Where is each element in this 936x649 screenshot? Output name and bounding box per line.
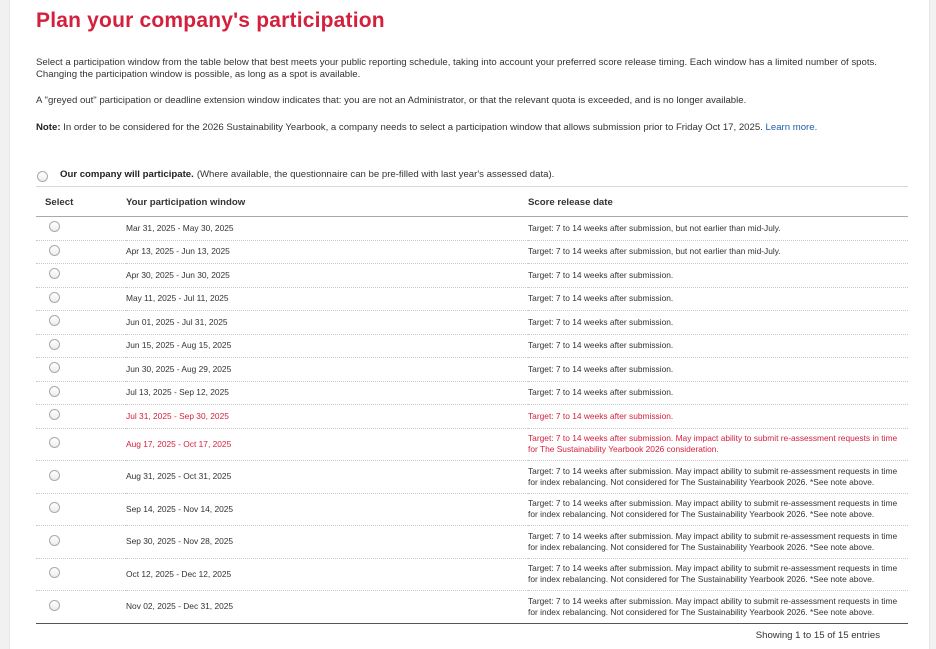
select-cell [36, 217, 126, 241]
window-select-radio[interactable] [49, 535, 60, 546]
table-row[interactable] [36, 558, 908, 591]
window-select-radio[interactable] [49, 409, 60, 420]
window-select-radio[interactable] [49, 245, 60, 256]
window-select-radio[interactable] [49, 437, 60, 448]
score-release-cell: Target: 7 to 14 weeks after submission. [528, 381, 908, 405]
select-cell [36, 334, 126, 358]
table-row[interactable] [36, 264, 908, 288]
table-info: Showing 1 to 15 of 15 entries [755, 630, 880, 641]
select-cell [36, 493, 126, 526]
table-row[interactable] [36, 240, 908, 264]
participation-window-cell: Jun 01, 2025 - Jul 31, 2025 [126, 311, 528, 335]
select-cell [36, 558, 126, 591]
select-cell [36, 381, 126, 405]
table-row[interactable] [36, 461, 908, 494]
participate-label: Our company will participate. [60, 169, 194, 180]
score-release-cell: Target: 7 to 14 weeks after submission. May impact ability to submit re-assessment requests in time for index rebalancing. Not considered for The Sustainability Yearbook 2026. *See note above. [528, 526, 908, 559]
table-row[interactable] [36, 358, 908, 382]
window-select-radio[interactable] [49, 470, 60, 481]
participation-window-cell: Sep 14, 2025 - Nov 14, 2025 [126, 493, 528, 526]
score-release-cell: Target: 7 to 14 weeks after submission. May impact ability to submit re-assessment requests in time for The Sustainability Yearbook 2026 consideration. [528, 428, 908, 461]
select-cell [36, 311, 126, 335]
window-select-radio[interactable] [49, 221, 60, 232]
note-paragraph [36, 122, 908, 134]
participate-option[interactable] [36, 167, 554, 182]
select-cell [36, 240, 126, 264]
participation-window-cell: Oct 12, 2025 - Dec 12, 2025 [126, 558, 528, 591]
greyed-out-explanation: A "greyed out" participation or deadline extension window indicates that: you are not an Administrator, or that the relevant quota is exceeded, and is no longer available. [36, 95, 747, 106]
participation-window-cell: May 11, 2025 - Jul 11, 2025 [126, 287, 528, 311]
participation-window-table [36, 188, 908, 624]
column-header-window: Your participation window [126, 188, 528, 217]
right-frame-border [929, 0, 936, 649]
window-select-radio[interactable] [49, 567, 60, 578]
table-row[interactable] [36, 287, 908, 311]
window-select-radio[interactable] [49, 386, 60, 397]
window-select-radio[interactable] [49, 292, 60, 303]
participation-window-cell: Sep 30, 2025 - Nov 28, 2025 [126, 526, 528, 559]
score-release-cell: Target: 7 to 14 weeks after submission. [528, 405, 908, 429]
score-release-cell: Target: 7 to 14 weeks after submission. [528, 311, 908, 335]
select-cell [36, 358, 126, 382]
score-release-cell: Target: 7 to 14 weeks after submission. [528, 358, 908, 382]
table-row[interactable] [36, 381, 908, 405]
table-row[interactable] [36, 428, 908, 461]
score-release-cell: Target: 7 to 14 weeks after submission, but not earlier than mid-July. [528, 217, 908, 241]
table-row[interactable] [36, 311, 908, 335]
table-row[interactable] [36, 591, 908, 624]
score-release-cell: Target: 7 to 14 weeks after submission. [528, 264, 908, 288]
note-text: In order to be considered for the 2026 Sustainability Yearbook, a company needs to select a participation window that allows submission prior to Friday Oct 17, 2025. [60, 122, 766, 133]
participation-window-cell: Apr 13, 2025 - Jun 13, 2025 [126, 240, 528, 264]
table-row[interactable] [36, 493, 908, 526]
score-release-cell: Target: 7 to 14 weeks after submission, but not earlier than mid-July. [528, 240, 908, 264]
table-header-row [36, 188, 908, 217]
select-cell [36, 526, 126, 559]
table-top-divider [36, 186, 908, 187]
select-cell [36, 287, 126, 311]
participate-description: (Where available, the questionnaire can be pre-filled with last year's assessed data). [196, 169, 555, 180]
column-header-release: Score release date [528, 188, 908, 217]
select-cell [36, 461, 126, 494]
select-cell [36, 428, 126, 461]
window-select-radio[interactable] [49, 502, 60, 513]
score-release-cell: Target: 7 to 14 weeks after submission. May impact ability to submit re-assessment requests in time for index rebalancing. Not considered for The Sustainability Yearbook 2026. *See note above. [528, 558, 908, 591]
column-header-select: Select [36, 188, 126, 217]
score-release-cell: Target: 7 to 14 weeks after submission. May impact ability to submit re-assessment requests in time for index rebalancing. Not considered for The Sustainability Yearbook 2026. *See note above. [528, 493, 908, 526]
score-release-cell: Target: 7 to 14 weeks after submission. May impact ability to submit re-assessment requests in time for index rebalancing. Not considered for The Sustainability Yearbook 2026. *See note above. [528, 591, 908, 624]
participation-window-cell: Nov 02, 2025 - Dec 31, 2025 [126, 591, 528, 624]
participation-window-cell: Jul 13, 2025 - Sep 12, 2025 [126, 381, 528, 405]
select-cell [36, 264, 126, 288]
window-select-radio[interactable] [49, 268, 60, 279]
score-release-cell: Target: 7 to 14 weeks after submission. May impact ability to submit re-assessment requests in time for index rebalancing. Not considered for The Sustainability Yearbook 2026. *See note above. [528, 461, 908, 494]
participation-window-cell: Mar 31, 2025 - May 30, 2025 [126, 217, 528, 241]
table-row[interactable] [36, 334, 908, 358]
participation-window-cell: Jul 31, 2025 - Sep 30, 2025 [126, 405, 528, 429]
table-body [36, 217, 908, 624]
participation-window-cell: Jun 15, 2025 - Aug 15, 2025 [126, 334, 528, 358]
score-release-cell: Target: 7 to 14 weeks after submission. [528, 334, 908, 358]
table-row[interactable] [36, 217, 908, 241]
select-cell [36, 591, 126, 624]
page-title: Plan your company's participation [36, 9, 385, 32]
window-select-radio[interactable] [49, 339, 60, 350]
window-select-radio[interactable] [49, 362, 60, 373]
participation-window-cell: Jun 30, 2025 - Aug 29, 2025 [126, 358, 528, 382]
select-cell [36, 405, 126, 429]
window-select-radio[interactable] [49, 315, 60, 326]
table-row[interactable] [36, 526, 908, 559]
participation-window-cell: Aug 31, 2025 - Oct 31, 2025 [126, 461, 528, 494]
window-select-radio[interactable] [49, 600, 60, 611]
note-label: Note: [36, 122, 61, 133]
learn-more-link[interactable]: Learn more. [765, 122, 818, 133]
table-row[interactable] [36, 405, 908, 429]
left-frame-border [0, 0, 10, 649]
participate-radio[interactable] [37, 171, 48, 182]
participation-window-cell: Apr 30, 2025 - Jun 30, 2025 [126, 264, 528, 288]
score-release-cell: Target: 7 to 14 weeks after submission. [528, 287, 908, 311]
intro-paragraph: Select a participation window from the table below that best meets your public reporting schedule, taking into account your preferred score release timing. Each window has a limited number of spots. Changing the participation window is possible, as long as a spot is available. [36, 57, 877, 80]
participation-window-cell: Aug 17, 2025 - Oct 17, 2025 [126, 428, 528, 461]
